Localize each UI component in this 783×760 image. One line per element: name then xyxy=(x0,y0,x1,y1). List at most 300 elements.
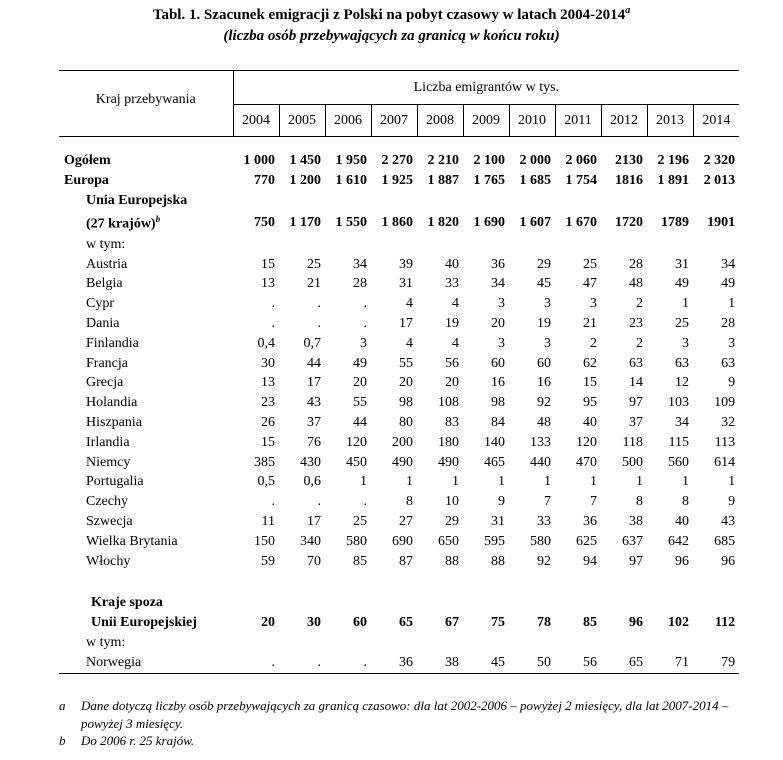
header-year: 2013 xyxy=(647,105,693,137)
row-label xyxy=(59,294,233,314)
table-cell: 27 xyxy=(399,514,413,529)
table-cell: 96 xyxy=(629,615,643,631)
table-cell xyxy=(417,235,463,255)
table-cell: 9 xyxy=(498,494,505,510)
table-cell xyxy=(325,137,371,152)
table-cell: 650 xyxy=(438,533,459,549)
header-year: 2014 xyxy=(693,105,739,137)
table-cell: 1 xyxy=(498,474,505,490)
table-cell: 9 xyxy=(728,494,736,510)
table-cell xyxy=(693,235,739,255)
table-cell: 75 xyxy=(491,615,505,631)
table-cell: 1 xyxy=(728,296,736,312)
row-country xyxy=(59,492,739,512)
table-cell: 25 xyxy=(583,256,597,272)
row-country xyxy=(59,413,739,433)
table-cell: 63 xyxy=(721,355,736,371)
table-cell: 60 xyxy=(353,615,367,631)
table-cell: 8 xyxy=(406,494,413,510)
table-cell: 625 xyxy=(576,533,597,549)
row-label xyxy=(59,613,233,633)
table-cell xyxy=(647,137,693,152)
table-cell: 98 xyxy=(399,395,413,411)
table-cell xyxy=(601,593,647,613)
footnote-text: Do 2006 r. 25 krajów. xyxy=(81,733,195,748)
table-cell: 500 xyxy=(622,454,643,470)
table-cell xyxy=(509,571,555,593)
row-label xyxy=(59,492,233,512)
table-cell: 2 013 xyxy=(703,172,736,188)
table-cell: 490 xyxy=(438,454,459,470)
table-cell: 16 xyxy=(491,375,505,391)
table-cell: 4 xyxy=(406,296,413,312)
row-country xyxy=(59,334,739,354)
table-cell: . xyxy=(271,316,275,332)
table-cell xyxy=(233,633,279,653)
table-cell xyxy=(325,633,371,653)
table-cell: 580 xyxy=(530,533,551,549)
table-cell: 1 610 xyxy=(335,172,367,188)
header-country: Kraj przebywania xyxy=(59,71,233,137)
table-cell: 1 xyxy=(682,474,689,490)
row-label-text: (27 krajów) xyxy=(86,217,156,233)
row-label xyxy=(59,210,233,234)
table-cell: 1 xyxy=(636,474,643,490)
table-cell: 1901 xyxy=(707,214,736,230)
table-cell: 71 xyxy=(647,653,693,673)
table-cell: 7 xyxy=(590,494,597,510)
row-noneu xyxy=(59,613,739,633)
row-country xyxy=(59,433,739,453)
table-cell xyxy=(555,235,601,255)
table-cell: 4 xyxy=(406,335,413,351)
table-cell: 11 xyxy=(261,514,275,529)
table-cell: 14 xyxy=(629,375,643,391)
table-cell: 1 000 xyxy=(243,153,275,168)
row-label-text: Austria xyxy=(86,256,128,272)
table-cell xyxy=(233,137,279,152)
table-cell xyxy=(509,235,555,255)
table-cell: 65 xyxy=(601,653,647,673)
table-cell: 8 xyxy=(682,494,689,510)
table-cell: 4 xyxy=(452,335,459,351)
row-label xyxy=(59,433,233,453)
table-cell xyxy=(279,593,325,613)
row-label xyxy=(59,354,233,374)
header-year: 2004 xyxy=(233,105,279,137)
table-cell: 1 925 xyxy=(381,172,413,188)
table-cell xyxy=(555,593,601,613)
table-cell xyxy=(509,633,555,653)
table-cell xyxy=(325,571,371,593)
table-subtitle: (liczba osób przebywających za granicą w końcu roku) xyxy=(223,28,560,44)
table-cell: 3 xyxy=(728,335,736,351)
row-label-text: Wielka Brytania xyxy=(86,533,178,549)
row-label xyxy=(59,393,233,413)
table-cell: 4 xyxy=(452,296,459,312)
table-cell: 21 xyxy=(307,276,321,292)
table-cell: 21 xyxy=(583,316,597,332)
table-cell xyxy=(279,191,325,211)
row-w-tym xyxy=(59,235,739,255)
table-cell xyxy=(463,571,509,593)
table-cell xyxy=(417,137,463,152)
table-cell xyxy=(601,137,647,152)
table-cell: 1 690 xyxy=(473,214,505,230)
header-year: 2012 xyxy=(601,105,647,137)
row-country xyxy=(59,255,739,275)
table-cell: 28 xyxy=(721,316,736,332)
table-cell: 3 xyxy=(682,335,689,351)
header-year: 2007 xyxy=(371,105,417,137)
table-cell: 20 xyxy=(491,316,505,332)
table-cell: 45 xyxy=(537,276,551,292)
table-cell: 32 xyxy=(721,415,736,431)
table-cell: 43 xyxy=(307,395,321,411)
table-cell: 115 xyxy=(668,434,689,450)
table-body xyxy=(59,137,739,674)
table-cell xyxy=(647,633,693,653)
row-label xyxy=(59,235,233,255)
header-year: 2010 xyxy=(509,105,555,137)
table-cell: 76 xyxy=(307,434,321,450)
table-cell: 48 xyxy=(629,276,643,292)
row-label xyxy=(59,453,233,473)
table-cell: 25 xyxy=(353,514,367,529)
table-cell xyxy=(693,571,739,593)
table-cell: 30 xyxy=(261,355,275,371)
table-cell: 1 xyxy=(728,474,736,490)
table-cell: 67 xyxy=(445,615,459,631)
table-cell: 1 950 xyxy=(335,153,367,168)
table-cell: 2 210 xyxy=(427,153,459,168)
table-cell: 1 xyxy=(452,474,459,490)
table-cell: . xyxy=(325,653,371,673)
table-cell xyxy=(555,137,601,152)
table-cell: 20 xyxy=(445,375,459,391)
table-cell: 180 xyxy=(438,434,459,450)
row-label xyxy=(59,532,233,552)
table-title-text: Tabl. 1. Szacunek emigracji z Polski na pobyt czasowy w latach 2004-2014 xyxy=(152,7,626,23)
row-label xyxy=(59,593,233,613)
table-cell: 65 xyxy=(399,615,413,631)
table-cell: 112 xyxy=(714,615,736,631)
table-cell xyxy=(371,137,417,152)
table-cell xyxy=(693,137,739,152)
row-label-text: w tym: xyxy=(86,634,126,650)
row-label xyxy=(59,274,233,294)
table-cell: 63 xyxy=(629,355,643,371)
table-cell: 113 xyxy=(714,434,736,450)
table-cell: 88 xyxy=(445,553,459,569)
table-cell: 88 xyxy=(491,553,505,569)
row-country xyxy=(59,373,739,393)
table-cell: 25 xyxy=(307,256,321,272)
table-cell: 108 xyxy=(438,395,459,411)
table-cell: 31 xyxy=(491,514,505,529)
table-cell: . xyxy=(279,653,325,673)
table-cell xyxy=(647,235,693,255)
row-norwegia xyxy=(59,653,739,673)
table-cell xyxy=(371,633,417,653)
table-cell xyxy=(647,191,693,211)
table-cell: . xyxy=(317,494,321,510)
table-cell xyxy=(233,571,279,593)
table-cell xyxy=(509,593,555,613)
table-cell xyxy=(233,593,279,613)
row-label-text: Holandia xyxy=(86,395,138,411)
row-label xyxy=(59,633,233,653)
footnote-mark: a xyxy=(59,698,66,713)
table-cell: 20 xyxy=(399,375,413,391)
row-label-text: Francja xyxy=(86,355,128,371)
table-cell: 2 060 xyxy=(565,153,597,168)
table-cell: 133 xyxy=(530,434,551,450)
header-emigrants: Liczba emigrantów w tys. xyxy=(233,71,739,105)
row-noneu-heading xyxy=(59,593,739,613)
table-cell xyxy=(371,191,417,211)
row-label xyxy=(59,413,233,433)
table-cell: 36 xyxy=(583,514,597,529)
table-cell: 15 xyxy=(261,434,275,450)
table-cell: 1 xyxy=(360,474,367,490)
table-cell: 0,5 xyxy=(257,474,275,490)
table-cell: 1 xyxy=(406,474,413,490)
table-cell: 102 xyxy=(668,615,689,631)
table-cell: 750 xyxy=(254,214,275,230)
table-cell: 29 xyxy=(537,256,551,272)
spacer-row xyxy=(59,571,739,593)
header-year: 2005 xyxy=(279,105,325,137)
table-cell: 94 xyxy=(583,553,597,569)
table-cell: 1 887 xyxy=(427,172,459,188)
header-year: 2006 xyxy=(325,105,371,137)
table-cell: 1 670 xyxy=(565,214,597,230)
table-cell xyxy=(463,235,509,255)
table-cell: 59 xyxy=(261,553,275,569)
table-cell: . xyxy=(271,494,275,510)
row-country xyxy=(59,294,739,314)
row-country xyxy=(59,512,739,532)
footnote-text: Dane dotyczą liczby osób przebywających za granicą czasowo: dla lat 2002-2006 – powyżej 2 miesięcy, dla lat 2007-2014 – powyżej 3 miesięcy. xyxy=(81,698,729,731)
table-cell: 7 xyxy=(544,494,551,510)
table-cell: 1789 xyxy=(661,214,689,230)
table-cell: 120 xyxy=(346,434,367,450)
table-cell: 33 xyxy=(445,276,459,292)
table-cell: 79 xyxy=(693,653,739,673)
table-cell xyxy=(279,235,325,255)
row-label xyxy=(59,571,233,593)
row-country xyxy=(59,393,739,413)
row-label-text: Cypr xyxy=(86,296,114,312)
table-cell xyxy=(463,633,509,653)
table-cell xyxy=(693,593,739,613)
table-cell: 2 xyxy=(636,335,643,351)
table-cell xyxy=(279,571,325,593)
table-title xyxy=(0,5,783,24)
table-cell: 1 754 xyxy=(565,172,597,188)
table-cell xyxy=(417,633,463,653)
table-cell: 26 xyxy=(261,415,275,431)
table-cell: 34 xyxy=(721,256,736,272)
row-label-text: Czechy xyxy=(86,494,128,510)
table-cell xyxy=(233,235,279,255)
table-cell xyxy=(647,593,693,613)
table-cell: 17 xyxy=(307,514,321,529)
row-label-text: Belgia xyxy=(86,276,123,292)
table-cell xyxy=(555,191,601,211)
table-cell xyxy=(463,593,509,613)
table-cell: 200 xyxy=(392,434,413,450)
footnote-mark: b xyxy=(155,214,161,225)
table-cell: 97 xyxy=(629,553,643,569)
table-cell: 450 xyxy=(346,454,367,470)
table-cell: 56 xyxy=(555,653,601,673)
table-cell: 19 xyxy=(445,316,459,332)
table-cell: 45 xyxy=(463,653,509,673)
table-cell: . xyxy=(317,296,321,312)
table-cell: 440 xyxy=(530,454,551,470)
table-cell: . xyxy=(233,653,279,673)
table-cell: 1816 xyxy=(615,172,643,188)
table-cell: 470 xyxy=(576,454,597,470)
table-cell: 92 xyxy=(537,395,551,411)
table-cell: 83 xyxy=(445,415,459,431)
table-cell: 0,4 xyxy=(257,335,275,351)
row-ue xyxy=(59,210,739,234)
row-label-text: Ogółem xyxy=(64,153,111,168)
table-cell: 63 xyxy=(675,355,689,371)
row-w-tym xyxy=(59,633,739,653)
footnotes xyxy=(59,697,749,750)
table-cell: 3 xyxy=(498,335,505,351)
table-cell: 109 xyxy=(714,395,736,411)
table-cell: 13 xyxy=(261,375,275,391)
table-cell: 49 xyxy=(675,276,689,292)
table-cell: 1 xyxy=(682,296,689,312)
row-country xyxy=(59,532,739,552)
table-cell: 642 xyxy=(668,533,689,549)
table-cell: 50 xyxy=(509,653,555,673)
table-cell: 33 xyxy=(537,514,551,529)
table-cell: 92 xyxy=(537,553,551,569)
table-cell: 2 320 xyxy=(703,153,736,168)
table-cell xyxy=(463,137,509,152)
table-cell: 36 xyxy=(491,256,505,272)
table-cell: 1 450 xyxy=(289,153,321,168)
table-cell: 103 xyxy=(668,395,689,411)
table-cell: . xyxy=(271,296,275,312)
footnote-b xyxy=(59,732,749,750)
table-cell: 56 xyxy=(445,355,459,371)
table-cell xyxy=(325,593,371,613)
table-cell: 1 891 xyxy=(657,172,689,188)
table-cell: 98 xyxy=(491,395,505,411)
table-cell: 38 xyxy=(629,514,643,529)
table-cell: 49 xyxy=(721,276,736,292)
row-label-text: Szwecja xyxy=(86,514,133,529)
row-label-text: Niemcy xyxy=(86,454,131,470)
spacer-row xyxy=(59,137,739,152)
table-cell: 70 xyxy=(307,553,321,569)
table-cell: 30 xyxy=(307,615,321,631)
row-label xyxy=(59,512,233,532)
table-cell: 25 xyxy=(675,316,689,332)
table-cell xyxy=(279,633,325,653)
table-cell: 20 xyxy=(261,615,275,631)
table-cell xyxy=(371,593,417,613)
table-cell xyxy=(279,137,325,152)
table-cell xyxy=(325,191,371,211)
footnote-mark: b xyxy=(59,733,66,748)
row-label xyxy=(59,137,233,152)
table-cell: 39 xyxy=(399,256,413,272)
table-cell: 55 xyxy=(399,355,413,371)
table-cell xyxy=(463,191,509,211)
table-cell xyxy=(601,633,647,653)
table-cell: 0,7 xyxy=(303,335,321,351)
table-cell: 3 xyxy=(498,296,505,312)
table-cell: 8 xyxy=(636,494,643,510)
table-cell: 60 xyxy=(537,355,551,371)
table-cell: 2 xyxy=(636,296,643,312)
row-label xyxy=(59,191,233,211)
row-label xyxy=(59,552,233,572)
row-country xyxy=(59,274,739,294)
table-cell xyxy=(233,191,279,211)
table-cell xyxy=(325,235,371,255)
header-year: 2009 xyxy=(463,105,509,137)
table-cell: 10 xyxy=(445,494,459,510)
table-cell: 1 200 xyxy=(289,172,321,188)
table-cell: 685 xyxy=(714,533,736,549)
row-country xyxy=(59,552,739,572)
table-cell xyxy=(601,571,647,593)
table-cell xyxy=(693,633,739,653)
table-cell: 2 100 xyxy=(473,153,505,168)
table-cell: 340 xyxy=(300,533,321,549)
table-cell: 34 xyxy=(491,276,505,292)
table-cell: 28 xyxy=(629,256,643,272)
row-label-text: Włochy xyxy=(86,553,131,569)
table-cell: 34 xyxy=(675,415,689,431)
row-country xyxy=(59,453,739,473)
table-cell xyxy=(509,137,555,152)
header-year: 2008 xyxy=(417,105,463,137)
table-cell: 38 xyxy=(417,653,463,673)
footnote-a xyxy=(59,697,749,732)
title-footnote-mark: a xyxy=(625,5,631,16)
table-cell: 19 xyxy=(537,316,551,332)
table-cell: 1 550 xyxy=(335,214,367,230)
table-cell: 17 xyxy=(307,375,321,391)
table-cell: 87 xyxy=(399,553,413,569)
table-cell: 16 xyxy=(537,375,551,391)
table-cell xyxy=(555,571,601,593)
row-ue-heading xyxy=(59,191,739,211)
row-label-text: Unii Europejskiej xyxy=(91,615,197,631)
table-cell xyxy=(417,191,463,211)
table-cell: 595 xyxy=(484,533,505,549)
table-cell: 614 xyxy=(714,454,736,470)
table-cell: 490 xyxy=(392,454,413,470)
table-cell xyxy=(417,571,463,593)
table-cell: 2 000 xyxy=(519,153,551,168)
table-cell: 430 xyxy=(300,454,321,470)
table-cell: 2 270 xyxy=(381,153,413,168)
row-label-text: Kraje spoza xyxy=(91,595,163,611)
table-cell: 2130 xyxy=(615,153,643,168)
